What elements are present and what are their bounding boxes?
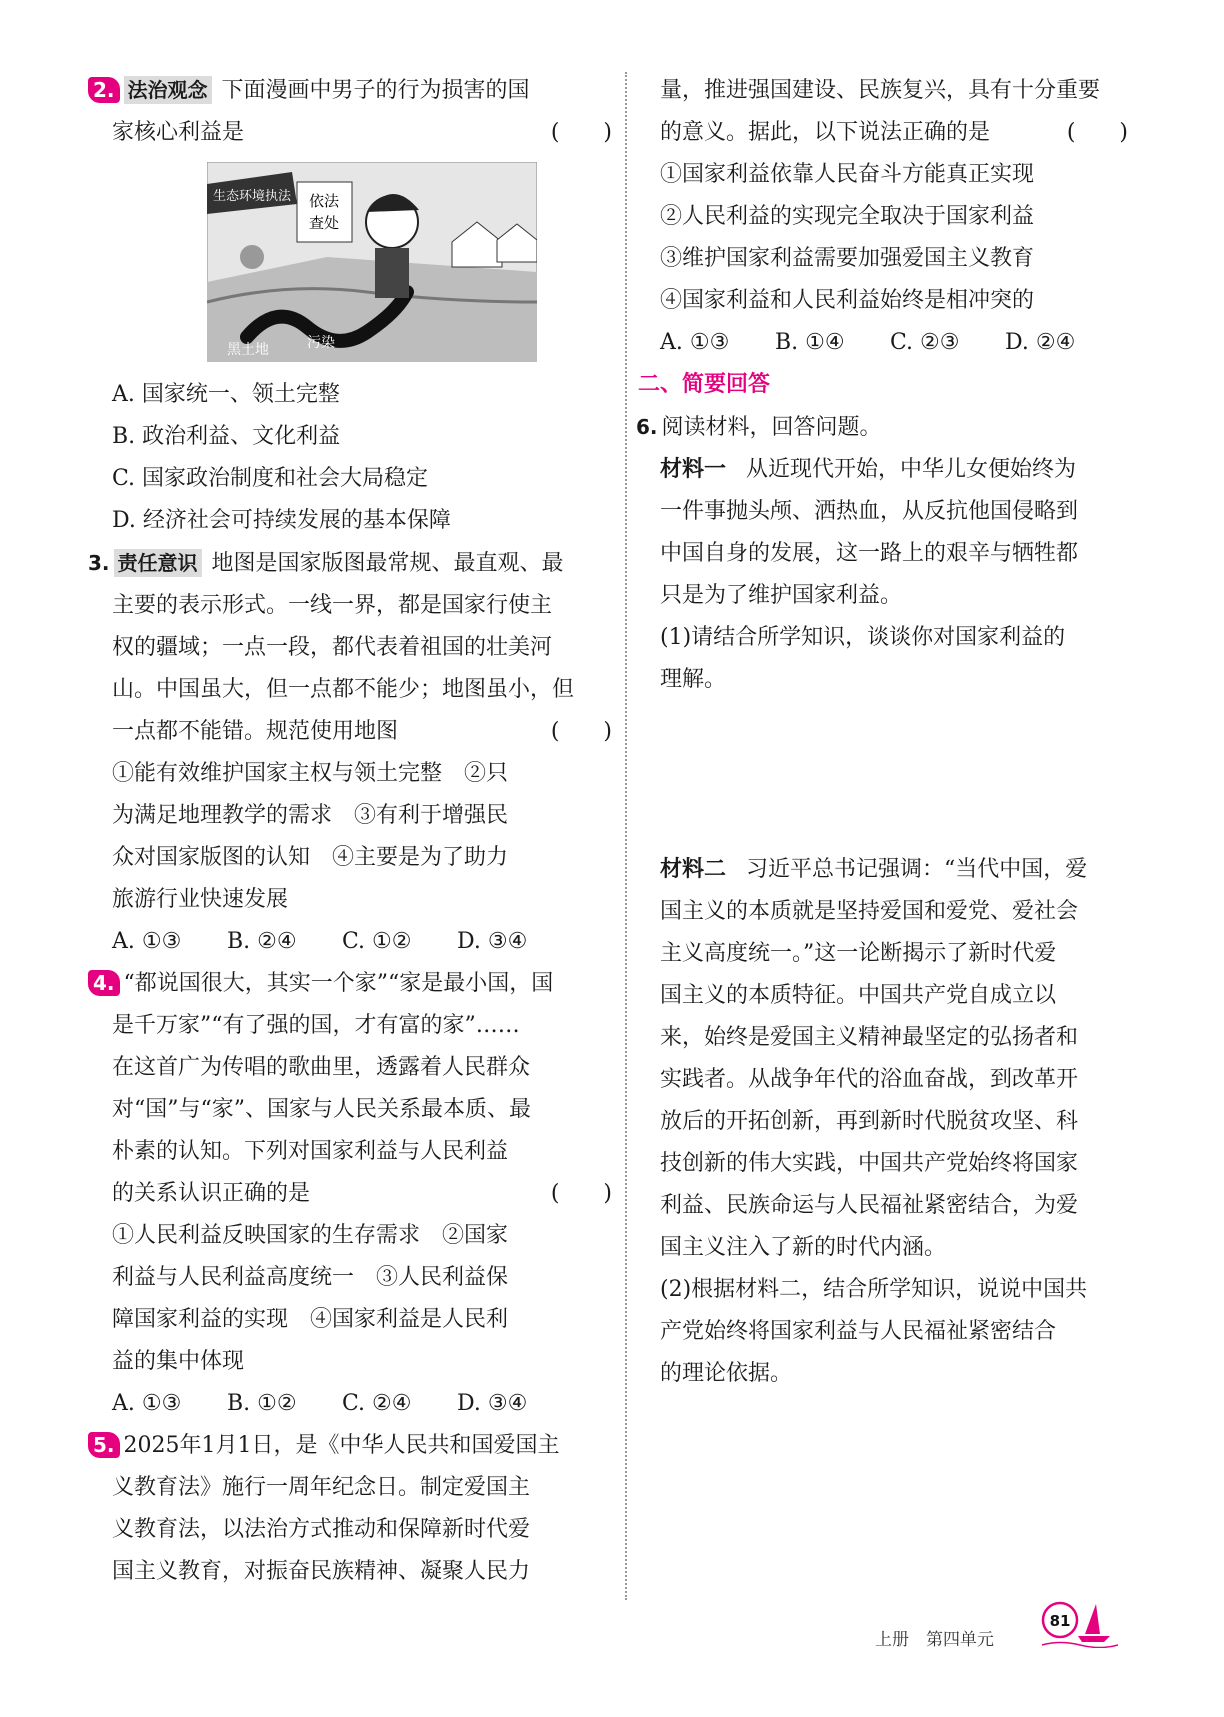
- q2-line2: 家核心利益是 ( ): [112, 112, 612, 154]
- q2-number: 2.: [88, 77, 120, 103]
- q3-options: [112, 921, 612, 963]
- q2-option-c[interactable]: C. 国家政治制度和社会大局稳定: [112, 466, 429, 491]
- sign-text-1: 依法: [309, 192, 340, 210]
- q4-option-a[interactable]: A. ①③: [112, 1391, 182, 1416]
- q4-options: [112, 1383, 612, 1425]
- answer-paren[interactable]: ( ): [550, 120, 612, 145]
- q6-intro: 6. 阅读材料，回答问题。: [636, 406, 1128, 449]
- q3-option-c[interactable]: C. ①②: [342, 929, 412, 954]
- q3-stem-end: 一点都不能错。规范使用地图 ( ): [112, 711, 612, 753]
- q2-line1: 2. 法治观念 下面漫画中男子的行为损害的国: [88, 70, 612, 112]
- q4-option-c[interactable]: C. ②④: [342, 1391, 412, 1416]
- q2-tag: 法治观念: [124, 76, 212, 104]
- q5-option-c[interactable]: C. ②③: [890, 330, 960, 355]
- material-2-label: 材料二: [660, 857, 727, 882]
- label-pollution: 污染: [307, 335, 335, 351]
- answer-paren[interactable]: ( ): [550, 1181, 612, 1206]
- material-2: 材料二 习近平总书记强调：“当代中国，爱: [660, 857, 1088, 882]
- q4-stem-end: 的关系认识正确的是 ( ): [112, 1173, 612, 1215]
- answer-paren[interactable]: ( ): [1066, 120, 1128, 145]
- right-column: 量，推进强国建设、民族复兴，具有十分重要 的意义。据此，以下说法正确的是 ( ) ①国家利益依靠人民奋斗方能真正实现 ②人民利益的实现完全取决于国家利益 ③维护国家利益需要加强爱国主义教育 ④国家利益和人民利益始终是相冲突的 A. ①③ B. ①④ C. ②③ D. ②④ 二、简要回答 6. 阅读材料，回答问题。 材料一 从近现代开始，中华儿女便始终为 一件事抛头颅、洒热血，从反抗他国侵略到 中国自身的发展，这一路上的艰辛与牺牲都 只是为了维护国家利益。 (1)请结合所学知识，谈谈你对国家利益的 理解。 材料二 习近平总书记强调：“当代中国，爱 国主义的本质就是坚持爱国和爱党、爱社会 主义高度统一。”这一论断揭示了新时代爱 国主义的本质特征。中国共产党自成立以 来，始终是爱国主义精神最坚定的弘扬者和 实践者。从战争年代的浴血奋战，到改革开 放后的开拓创新，再到新时代脱贫攻坚、科 技创新的伟大实践，中国共产党始终将国家 利益、民族命运与人民福祉紧密结合，为爱 国主义注入了新的时代内涵。 (2)根据材料二，结合所学知识，说说中国共 产党始终将国家利益与人民福祉紧密结合 的理论依据。: [660, 70, 1128, 1595]
- q2-option-b[interactable]: B. 政治利益、文化利益: [112, 424, 341, 449]
- answer-paren[interactable]: ( ): [550, 719, 612, 744]
- cartoon-illustration: [207, 162, 537, 362]
- answer-area-1[interactable]: [660, 701, 1128, 849]
- q4-line1: 4. “都说国很大，其实一个家”“家是最小国，国: [88, 963, 612, 1005]
- material-1: 材料一 从近现代开始，中华儿女便始终为: [660, 457, 1077, 482]
- svg-text:生态环境执法: 生态环境执法: [213, 189, 292, 204]
- q5-option-a[interactable]: A. ①③: [660, 330, 730, 355]
- q5-stem-end: 的意义。据此，以下说法正确的是 ( ): [660, 112, 1128, 154]
- material-1-label: 材料一: [660, 457, 727, 482]
- left-column: 2. 法治观念 下面漫画中男子的行为损害的国 家核心利益是 ( ) 生态环境执法 依法 查处 黑土地 污染 A. 国家统一、领土完整 B. 政治利益、文化利益 C. 国家政治制度和社会大局稳定 D. 经济社会可持续发展的基本保障 3. 责任意识 地图是国家版图最常规、最直观、最 主要的表示形式。一线一界，都是国家行使主 权的疆域；一点一段，都代表着祖国的壮美河 山。中国虽大，但一点都不能少；地图虽小，但 一点都不能错。规范使用地图 ( ) ①能有效维护国家主权与领土完整 ②只 为满足地理教学的需求 ③有利于增强民 众对国家版图的认知 ④主要是为了助力 旅游行业快速发展 A. ①③ B. ②④ C. ①② D. ③④ 4. “都说国很大，其实一个家”“家是最小国，国 是千万家”“有了强的国，才有富的家”…… 在这首广为传唱的歌曲里，透露着人民群众 对“国”与“家”、国家与人民关系最本质、最 朴素的认知。下列对国家利益与人民利益 的关系认识正确的是 ( ) ①人民利益反映国家的生存需求 ②国家 利益与人民利益高度统一 ③人民利益保 障国家利益的实现 ④国家利益是人民利 益的集中体现 A. ①③ B. ①② C. ②④ D. ③④ 5. 2025年1月1日，是《中华人民共和国爱国主 义教育法》施行一周年纪念日。制定爱国主 义教育法，以法治方式推动和保障新时代爱 国主义教育，对振奋民族精神、凝聚人民力: [112, 70, 612, 1593]
- q4-number: 4.: [88, 970, 120, 996]
- q6-number: 6.: [636, 415, 658, 439]
- column-divider: [625, 72, 627, 1600]
- page-number-badge: [1040, 1598, 1120, 1648]
- q3-line1: 3. 责任意识 地图是国家版图最常规、最直观、最: [88, 542, 612, 585]
- q5-option-b[interactable]: B. ①④: [775, 330, 845, 355]
- footer-unit-label: 上册 第四单元: [875, 1630, 994, 1650]
- q3-number: 3.: [88, 551, 110, 575]
- q5-item-2: ②人民利益的实现完全取决于国家利益: [660, 204, 1035, 229]
- section-title: 二、简要回答: [638, 372, 771, 397]
- sailboat-icon: [1085, 1604, 1100, 1634]
- q5-item-3: ③维护国家利益需要加强爱国主义教育: [660, 246, 1035, 271]
- q4-option-d[interactable]: D. ③④: [457, 1391, 528, 1416]
- q5-item-4: ④国家利益和人民利益始终是相冲突的: [660, 288, 1035, 313]
- label-black-soil: 黑土地: [227, 342, 269, 358]
- q2-option-a[interactable]: A. 国家统一、领土完整: [112, 382, 340, 407]
- q4-option-b[interactable]: B. ①②: [227, 1391, 297, 1416]
- q3-option-a[interactable]: A. ①③: [112, 929, 182, 954]
- page-number: 81: [1049, 1612, 1071, 1630]
- q2-option-d[interactable]: D. 经济社会可持续发展的基本保障: [112, 508, 451, 533]
- q5-item-1: ①国家利益依靠人民奋斗方能真正实现: [660, 162, 1035, 187]
- subquestion-2: (2)根据材料二，结合所学知识，说说中国共: [660, 1277, 1088, 1302]
- q3-option-b[interactable]: B. ②④: [227, 929, 297, 954]
- q5-option-d[interactable]: D. ②④: [1005, 330, 1076, 355]
- q5-line1: 5. 2025年1月1日，是《中华人民共和国爱国主: [88, 1425, 612, 1467]
- answer-area-2[interactable]: [660, 1395, 1128, 1595]
- q3-option-d[interactable]: D. ③④: [457, 929, 528, 954]
- q5-options: [660, 322, 1128, 364]
- q5-number: 5.: [88, 1432, 120, 1458]
- q3-tag: 责任意识: [114, 549, 202, 577]
- subquestion-1: (1)请结合所学知识，谈谈你对国家利益的: [660, 625, 1066, 650]
- sign-text-2: 查处: [309, 214, 340, 232]
